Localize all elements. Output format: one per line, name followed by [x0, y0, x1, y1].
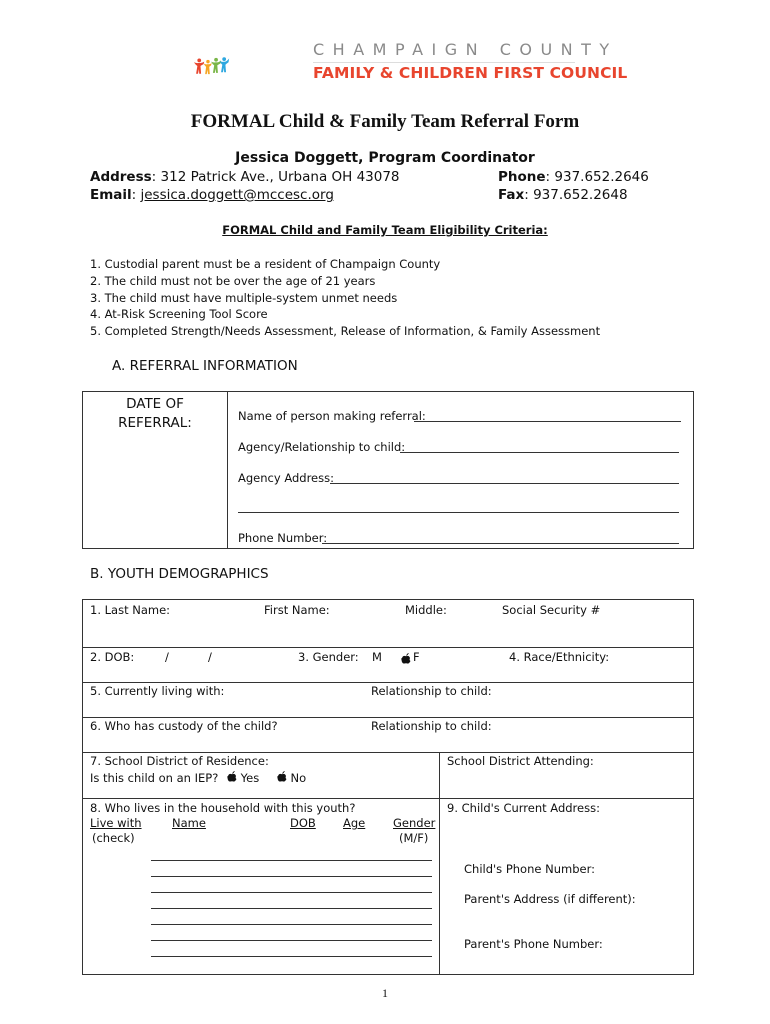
address-value: : 312 Patrick Ave., Urbana OH 43078	[151, 169, 400, 185]
row-name	[82, 599, 694, 648]
logo-figure-orange	[204, 60, 212, 74]
household-line[interactable]	[151, 908, 432, 909]
phone-number-label: Phone Number:	[238, 531, 328, 545]
logo-text-county: CHAMPAIGN COUNTY	[313, 40, 618, 59]
iep-yes-option[interactable]: Yes	[240, 771, 260, 785]
relationship-label: Relationship to child:	[371, 719, 492, 733]
agency-relationship-field[interactable]	[400, 452, 679, 453]
iep-question	[90, 771, 306, 785]
household-line[interactable]	[151, 940, 432, 941]
col-dob: DOB	[290, 816, 316, 830]
logo-text-council: FAMILY & CHILDREN FIRST COUNCIL	[313, 64, 628, 82]
current-address-label: 9. Child's Current Address:	[447, 801, 600, 815]
gender-m-option[interactable]: M	[372, 650, 382, 664]
email-label: Email	[90, 187, 132, 203]
contact-email	[90, 187, 334, 203]
parent-phone-label: Parent's Phone Number:	[464, 937, 603, 951]
date-label-line1: DATE OF	[126, 396, 184, 412]
form-title: FORMAL Child & Family Team Referral Form	[190, 111, 580, 132]
gender-f-option[interactable]: F	[413, 650, 420, 664]
contact-address	[90, 169, 400, 185]
agency-address-label: Agency Address:	[238, 471, 334, 485]
ssn-label: Social Security #	[502, 603, 601, 617]
referrer-name-field[interactable]	[414, 421, 681, 422]
col-check: (check)	[92, 831, 135, 845]
school-district-label: 7. School District of Residence:	[90, 754, 269, 768]
middle-name-label: Middle:	[405, 603, 447, 617]
dob-separator: /	[165, 650, 169, 664]
col-gender: Gender	[393, 816, 436, 830]
phone-number-field[interactable]	[322, 543, 679, 544]
criteria-item: 1. Custodial parent must be a resident of Champaign County	[90, 257, 441, 271]
col-live-with: Live with	[90, 816, 142, 830]
criteria-item: 5. Completed Strength/Needs Assessment, Release of Information, & Family Assessment	[90, 324, 601, 339]
email-separator: :	[131, 187, 141, 203]
child-phone-label: Child's Phone Number:	[464, 862, 595, 876]
dob-separator: /	[208, 650, 212, 664]
date-label-line2: REFERRAL:	[118, 415, 192, 431]
col-mf: (M/F)	[399, 831, 429, 845]
criteria-item: 3. The child must have multiple-system unmet needs	[90, 290, 398, 305]
logo-figure-green	[211, 58, 221, 73]
email-link[interactable]: jessica.doggett@mccesc.org	[140, 187, 334, 203]
checkbox-icon[interactable]	[401, 651, 411, 662]
contact-fax	[498, 187, 628, 203]
logo	[193, 36, 313, 96]
logo-figure-red	[194, 59, 204, 74]
phone-value: : 937.652.2646	[545, 169, 649, 185]
iep-no-option[interactable]: No	[290, 771, 307, 785]
agency-relationship-label: Agency/Relationship to child:	[238, 440, 406, 454]
agency-address-field[interactable]	[330, 483, 679, 484]
section-a-heading: A. REFERRAL INFORMATION	[112, 358, 298, 374]
first-name-label: First Name:	[264, 603, 330, 617]
referral-divider	[227, 391, 228, 549]
criteria-list	[90, 256, 600, 340]
criteria-title: FORMAL Child and Family Team Eligibility Criteria:	[222, 223, 548, 237]
contact-phone	[498, 169, 649, 185]
section-b-heading: B. YOUTH DEMOGRAPHICS	[90, 566, 269, 582]
household-label: 8. Who lives in the household with this youth?	[90, 801, 356, 815]
household-line[interactable]	[151, 860, 432, 861]
last-name-label: 1. Last Name:	[90, 603, 171, 617]
checkbox-icon[interactable]	[277, 771, 287, 785]
col-age: Age	[343, 816, 366, 830]
logo-divider	[313, 62, 575, 63]
phone-label: Phone	[498, 169, 546, 185]
race-label: 4. Race/Ethnicity:	[509, 650, 610, 664]
parent-address-label: Parent's Address (if different):	[464, 892, 636, 906]
relationship-label: Relationship to child:	[371, 684, 492, 698]
dob-label: 2. DOB:	[90, 650, 135, 664]
col-name: Name	[172, 816, 206, 830]
fax-label: Fax	[498, 187, 525, 203]
household-line[interactable]	[151, 924, 432, 925]
agency-address-field-2[interactable]	[238, 512, 679, 513]
custody-label: 6. Who has custody of the child?	[90, 719, 278, 733]
household-line[interactable]	[151, 956, 432, 957]
date-of-referral-label	[100, 395, 210, 433]
household-line[interactable]	[151, 892, 432, 893]
iep-label: Is this child on an IEP?	[90, 771, 219, 785]
checkbox-icon[interactable]	[227, 771, 237, 785]
page-number: 1	[382, 986, 388, 1000]
criteria-item: 4. At-Risk Screening Tool Score	[90, 307, 268, 322]
coordinator-name: Jessica Doggett, Program Coordinator	[235, 150, 535, 166]
criteria-item: 2. The child must not be over the age of 21 years	[90, 273, 376, 288]
referrer-name-label: Name of person making referral:	[238, 409, 426, 423]
household-line[interactable]	[151, 876, 432, 877]
school-attending-label: School District Attending:	[447, 754, 594, 768]
living-with-label: 5. Currently living with:	[90, 684, 225, 698]
address-label: Address	[90, 169, 152, 185]
logo-figure-blue	[220, 57, 229, 72]
fax-value: : 937.652.2648	[524, 187, 628, 203]
gender-label: 3. Gender:	[298, 650, 359, 664]
